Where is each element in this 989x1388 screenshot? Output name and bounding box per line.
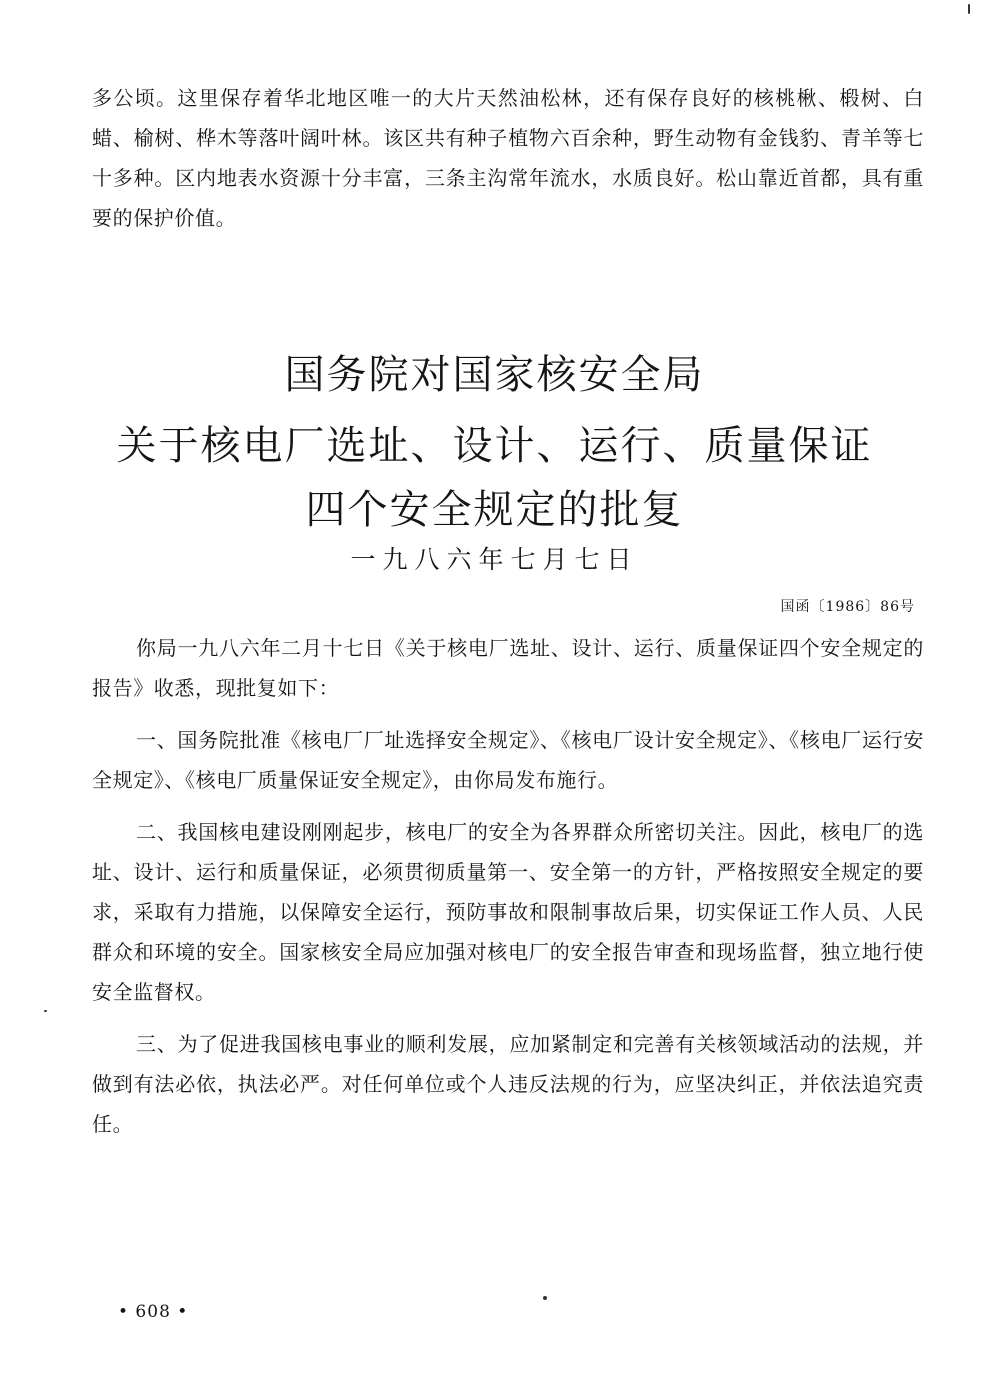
scan-speck xyxy=(44,1010,47,1012)
body-paragraph-3: 三、为了促进我国核电事业的顺利发展，应加紧制定和完善有关核领域活动的法规，并做到有法必依，执法必严。对任何单位或个人违反法规的行为，应坚决纠正，并依法追究责任。 xyxy=(92,1032,924,1136)
body-paragraph-2: 二、我国核电建设刚刚起步，核电厂的安全为各界群众所密切关注。因此，核电厂的选址、设计、运行和质量保证，必须贯彻质量第一、安全第一的方针，严格按照安全规定的要求，采取有力措施，以保障安全运行，预防事故和限制事故后果，切实保证工作人员、人民群众和环境的安全。国家核安全局应加强对核电厂的安全报告审查和现场监督，独立地行使安全监督权。 xyxy=(92,820,924,1004)
document-title-line-2: 关于核电厂选址、设计、运行、质量保证 xyxy=(116,423,873,469)
document-body xyxy=(92,628,924,1156)
document-title-line-3: 四个安全规定的批复 xyxy=(305,487,684,533)
page-number: • 608 • xyxy=(118,1302,189,1322)
scan-speck xyxy=(968,4,970,14)
body-paragraph-1: 一、国务院批准《核电厂厂址选择安全规定》、《核电厂设计安全规定》、《核电厂运行安全规定》、《核电厂质量保证安全规定》，由你局发布施行。 xyxy=(92,728,924,792)
document-title-line-1: 国务院对国家核安全局 xyxy=(284,352,705,398)
document-date: 一九八六年七月七日 xyxy=(350,545,639,574)
body-paragraph-intro: 你局一九八六年二月十七日《关于核电厂选址、设计、运行、质量保证四个安全规定的报告》收悉，现批复如下： xyxy=(92,636,924,700)
continued-paragraph: 多公顷。这里保存着华北地区唯一的大片天然油松林，还有保存良好的核桃楸、椴树、白蜡、榆树、桦木等落叶阔叶林。该区共有种子植物六百余种，野生动物有金钱豹、青羊等七十多种。区内地表水资源十分丰富，三条主沟常年流水，水质良好。松山靠近首都，具有重要的保护价值。 xyxy=(92,86,924,230)
reference-number: 国函〔1986〕86号 xyxy=(780,599,915,615)
scan-speck xyxy=(543,1296,547,1300)
